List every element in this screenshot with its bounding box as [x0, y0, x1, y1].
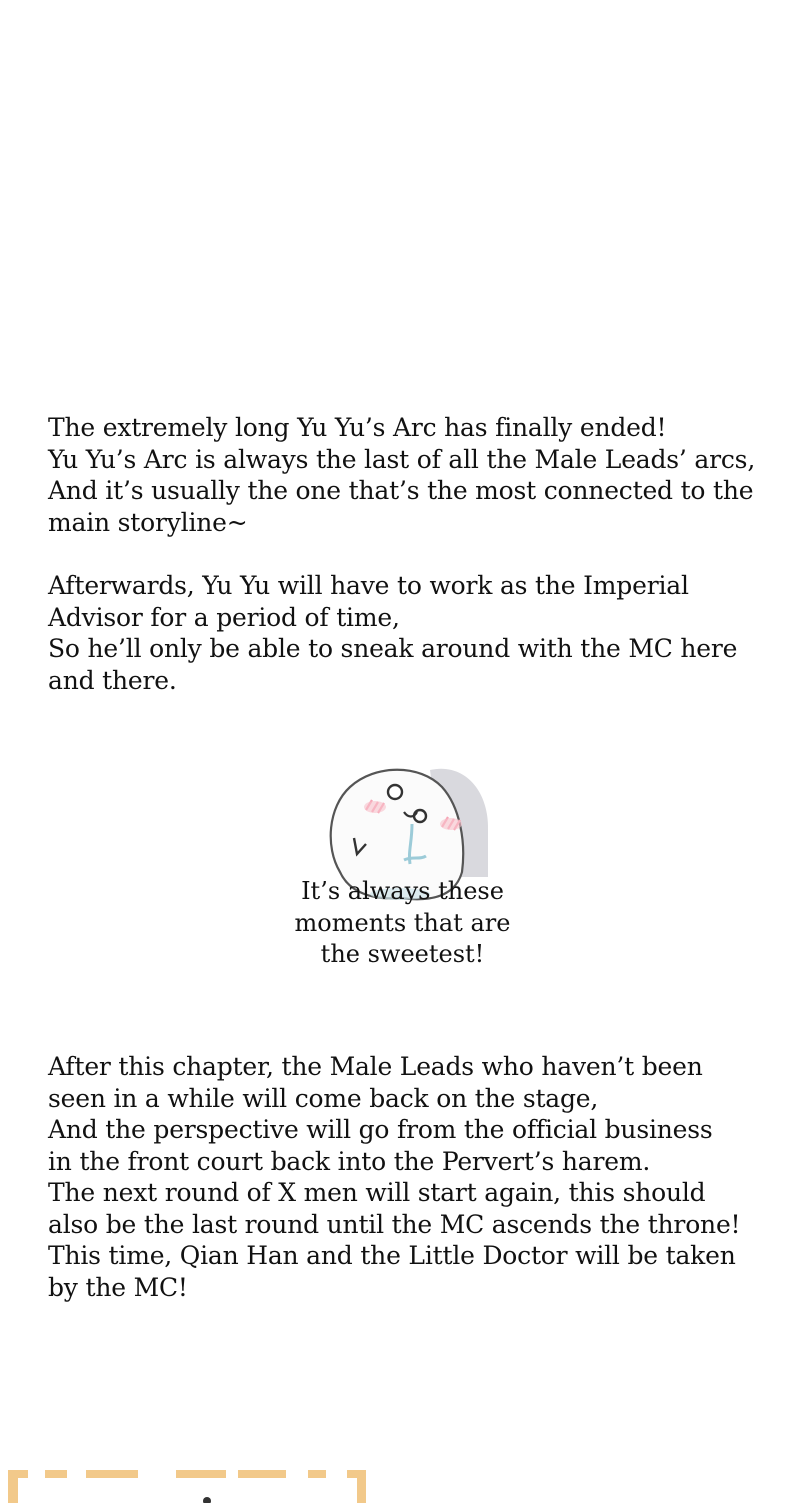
- text-line: The next round of X men will start again, this should: [48, 1178, 706, 1207]
- dashed-frame-border: [0, 1460, 800, 1503]
- text-line: in the front court back into the Pervert’s harem.: [48, 1146, 651, 1176]
- afterword-paragraph-2: [48, 570, 748, 696]
- text-line: The extremely long Yu Yu’s Arc has finally ended!: [48, 413, 667, 442]
- caption-line: It’s always these: [301, 877, 504, 905]
- text-line: seen in a while will come back on the stage,: [48, 1083, 599, 1113]
- text-line: by the MC!: [48, 1272, 188, 1302]
- text-line: So he’ll only be able to sneak around with the MC here: [48, 634, 738, 663]
- text-line: Advisor for a period of time,: [48, 602, 400, 632]
- afterword-paragraph-3: [48, 1051, 748, 1303]
- text-line: And it’s usually the one that’s the most connected to the: [48, 476, 754, 505]
- text-line: Afterwards, Yu Yu will have to work as the Imperial: [48, 571, 689, 600]
- text-line: Yu Yu’s Arc is always the last of all the Male Leads’ arcs,: [48, 444, 756, 474]
- text-line: also be the last round until the MC ascends the throne!: [48, 1209, 741, 1239]
- text-line: After this chapter, the Male Leads who haven’t been: [48, 1052, 703, 1081]
- text-line: And the perspective will go from the official business: [48, 1115, 713, 1144]
- caption-line: moments that are: [294, 908, 511, 937]
- text-line: main storyline~: [48, 507, 248, 537]
- text-line: This time, Qian Han and the Little Doctor will be taken: [48, 1241, 736, 1270]
- caption-line: the sweetest!: [320, 940, 485, 968]
- sticker: [280, 752, 525, 977]
- afterword-paragraph-1: [48, 412, 756, 538]
- text-line: and there.: [48, 665, 177, 695]
- sticker-caption: [280, 876, 525, 971]
